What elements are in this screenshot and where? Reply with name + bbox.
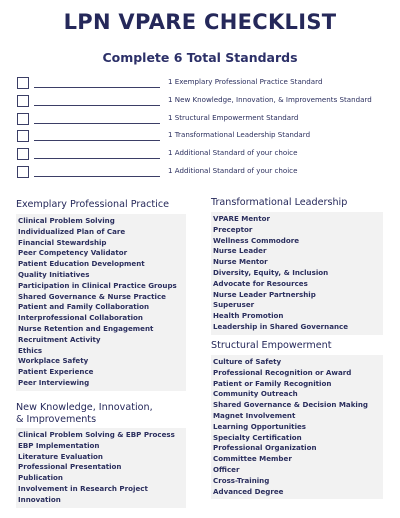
structural-empowerment-list [211, 355, 383, 499]
list-item: Superuser [213, 300, 255, 310]
fill-in-line[interactable] [34, 158, 160, 159]
list-item: Individualized Plan of Care [18, 226, 126, 236]
list-item: Preceptor [213, 224, 253, 234]
list-item: Publication [18, 473, 63, 483]
standard-checkbox[interactable] [17, 130, 29, 142]
standard-checkbox[interactable] [17, 77, 29, 89]
new-knowledge-heading-line2: & Improvements [16, 414, 97, 425]
page-subtitle: Complete 6 Total Standards [102, 50, 298, 65]
new-knowledge-heading [16, 402, 186, 426]
transformational-leadership-heading: Transformational Leadership [211, 197, 348, 208]
standard-checkbox[interactable] [17, 166, 29, 178]
list-item: Shared Governance & Decision Making [213, 400, 368, 410]
standards-checklist [17, 75, 397, 182]
list-item: Culture of Safety [213, 357, 282, 366]
exemplary-practice-list [16, 214, 186, 391]
list-item: Professional Organization [213, 443, 317, 453]
transformational-leadership-list [211, 212, 383, 335]
list-item: Ethics [18, 345, 43, 355]
exemplary-practice-heading: Exemplary Professional Practice [16, 199, 170, 210]
checklist-row [17, 164, 397, 182]
list-item: Participation in Clinical Practice Groups [18, 280, 177, 290]
exemplary-practice-section [16, 199, 186, 391]
list-item: Leadership in Shared Governance [213, 321, 349, 331]
list-item: Involvement in Research Project [18, 483, 148, 493]
structural-empowerment-heading: Structural Empowerment [211, 340, 332, 351]
list-item: Committee Member [213, 454, 292, 464]
list-item: Financial Stewardship [18, 237, 107, 247]
list-item: Patient and Family Collaboration [18, 302, 150, 312]
list-item: Diversity, Equity, & Inclusion [213, 267, 329, 277]
list-item: Nurse Retention and Engagement [18, 323, 154, 333]
list-item: Clinical Problem Solving & EBP Process [18, 430, 175, 439]
list-item: Recruitment Activity [18, 334, 101, 344]
checklist-row [17, 146, 397, 164]
list-item: Cross-Training [213, 475, 270, 485]
list-item: Advanced Degree [213, 486, 284, 496]
list-item: Professional Presentation [18, 462, 122, 472]
standard-label: 1 Additional Standard of your choice [168, 165, 298, 175]
standard-label: 1 Exemplary Professional Practice Standard [168, 77, 323, 86]
structural-empowerment-section [211, 340, 383, 499]
list-item: Health Promotion [213, 311, 284, 321]
checklist-row [17, 128, 397, 146]
list-item: Clinical Problem Solving [18, 216, 115, 225]
list-item: Community Outreach [213, 389, 298, 399]
standard-label: 1 Transformational Leadership Standard [168, 130, 311, 140]
checklist-row [17, 111, 397, 129]
checklist-row [17, 93, 397, 111]
list-item: Literature Evaluation [18, 451, 103, 461]
list-item: VPARE Mentor [213, 214, 270, 223]
list-item: Patient Education Development [18, 259, 145, 269]
list-item: Learning Opportunities [213, 421, 307, 431]
list-item: Shared Governance & Nurse Practice [18, 291, 166, 301]
list-item: EBP Implementation [18, 440, 100, 450]
list-item: Innovation [18, 494, 61, 504]
list-item: Advocate for Resources [213, 278, 308, 288]
list-item: Officer [213, 464, 240, 474]
fill-in-line[interactable] [34, 140, 160, 141]
page-title: LPN VPARE CHECKLIST [63, 10, 337, 34]
new-knowledge-section [16, 402, 186, 508]
list-item: Magnet Involvement [213, 410, 296, 420]
standard-checkbox[interactable] [17, 113, 29, 125]
standard-checkbox[interactable] [17, 95, 29, 107]
list-item: Nurse Mentor [213, 257, 268, 267]
fill-in-line[interactable] [34, 87, 160, 88]
fill-in-line[interactable] [34, 176, 160, 177]
standard-label: 1 Additional Standard of your choice [168, 148, 298, 158]
fill-in-line[interactable] [34, 123, 160, 124]
standard-checkbox[interactable] [17, 148, 29, 160]
list-item: Workplace Safety [18, 356, 89, 366]
list-item: Interprofessional Collaboration [18, 313, 143, 323]
list-item: Patient Experience [18, 367, 94, 377]
list-item: Patient or Family Recognition [213, 378, 332, 388]
list-item: Wellness Commodore [213, 235, 300, 245]
list-item: Nurse Leader [213, 246, 267, 256]
list-item: Quality Initiatives [18, 269, 90, 279]
list-item: Peer Competency Validator [18, 248, 128, 258]
list-item: Peer Interviewing [18, 377, 90, 387]
checklist-row [17, 75, 397, 93]
transformational-leadership-section [211, 197, 383, 335]
list-item: Professional Recognition or Award [213, 367, 352, 377]
new-knowledge-heading-line1: New Knowledge, Innovation, [16, 402, 153, 413]
standard-label: 1 Structural Empowerment Standard [168, 112, 299, 122]
list-item: Nurse Leader Partnership [213, 289, 316, 299]
new-knowledge-list [16, 428, 186, 508]
fill-in-line[interactable] [34, 105, 160, 106]
standard-label: 1 New Knowledge, Innovation, & Improvements Standard [168, 94, 372, 104]
list-item: Specialty Certification [213, 432, 302, 442]
